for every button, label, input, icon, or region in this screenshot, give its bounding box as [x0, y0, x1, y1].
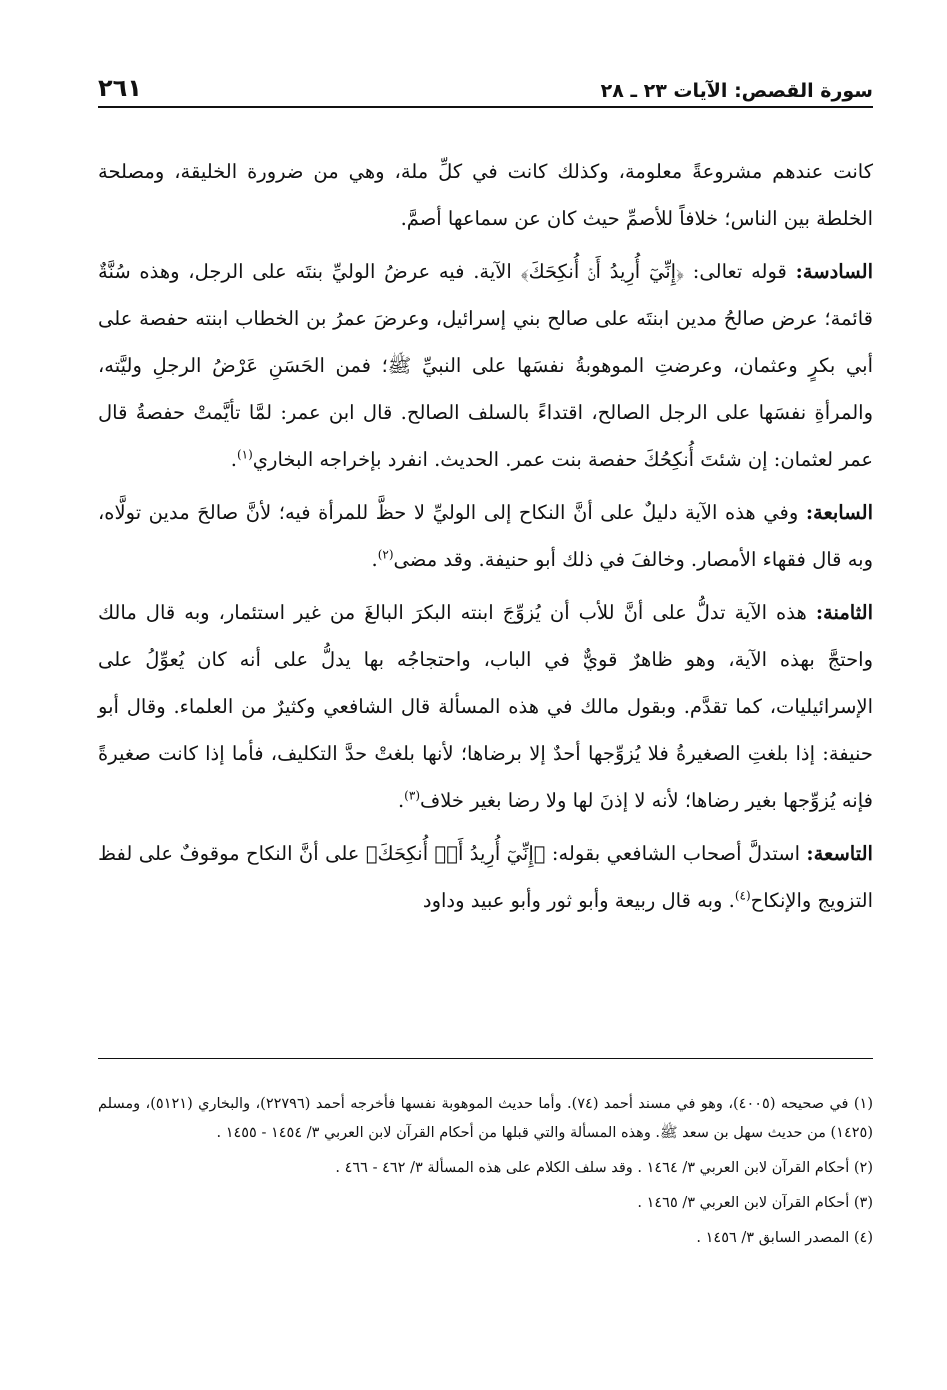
- paragraph-seventh: [98, 489, 873, 583]
- footnote-3: (٣) أحكام القرآن لابن العربي ٣/ ١٤٦٥ .: [637, 1195, 873, 1211]
- paragraph-text: الآية. فيه عرضُ الوليِّ بنتَه على الرجل، وهذه سُنَّةٌ قائمة؛ عرض صالحُ مدين ابنتَه على صالح بني إسرائيل، وعرضَ عمرُ بن الخطاب ابنته حفصة على أبي بكرٍ وعثمان، وعرضتِ الموهوبةُ نفسَها على النبيِّ ﷺ؛ فمن الحَسَنِ عَرْضُ الرجلِ وليَّته، والمرأةِ نفسَها على الرجل الصالح، اقتداءً بالسلف الصالح. قال ابن عمر: لمَّا تأيَّمتْ حفصةُ قال عمر لعثمان: إن شئتَ أُنكِحُكَ حفصة بنت عمر. الحديث. انفرد بإخراجه البخاري: [98, 260, 873, 471]
- quran-quote: ﴿إِنِّيٓ أُرِيدُ أَنۡ أُنكِحَكَ﴾: [365, 842, 546, 865]
- footnote-2: (٢) أحكام القرآن لابن العربي ٣/ ١٤٦٤ . وقد سلف الكلام على هذه المسألة ٣/ ٤٦٢ - ٤٦٦ .: [335, 1160, 873, 1176]
- footnotes: [98, 1090, 873, 1259]
- section-heading-eighth: الثامنة:: [815, 601, 873, 624]
- footnote-4: (٤) المصدر السابق ٣/ ١٤٥٦ .: [696, 1230, 873, 1246]
- paragraph-sixth: [98, 248, 873, 483]
- footnote-separator: [98, 1058, 873, 1059]
- main-text: [98, 148, 873, 930]
- paragraph-text: . وبه قال ربيعة وأبو ثور وأبو عبيد وداود: [422, 889, 735, 912]
- footnote-ref-1[interactable]: (١): [236, 447, 253, 462]
- surah-title: سورة القصص: الآيات ٢٣ ـ ٢٨: [600, 80, 873, 102]
- section-heading-sixth: السادسة:: [795, 260, 873, 283]
- paragraph-text: وفي هذه الآية دليلٌ على أنَّ النكاح إلى الوليِّ لا حظَّ للمرأة فيه؛ لأنَّ صالحَ مدين تولَّاه، وبه قال فقهاء الأمصار. وخالفَ في ذلك أبو حنيفة. وقد مضى: [98, 501, 873, 571]
- paragraph-end: .: [397, 789, 405, 812]
- footnote-ref-3[interactable]: (٣): [404, 788, 420, 803]
- paragraph-intro: كانت عندهم مشروعةً معلومة، وكذلك كانت في كلِّ ملة، وهي من ضرورة الخليقة، ومصلحة الخلطة بين الناس؛ خلافاً للأصمِّ حيث كان عن سماعها أصمَّ.: [98, 160, 873, 230]
- section-heading-ninth: التاسعة:: [806, 842, 873, 865]
- paragraph-ninth: [98, 830, 873, 924]
- quran-quote: ﴿إِنِّيٓ أُرِيدُ أَنۡ أُنكِحَكَ﴾: [520, 260, 685, 283]
- paragraph-text: قوله تعالى:: [684, 260, 796, 283]
- paragraph-end: .: [230, 448, 237, 471]
- running-header: [98, 62, 873, 108]
- page-number: ٢٦١: [98, 74, 142, 102]
- paragraph-eighth: [98, 589, 873, 824]
- paragraph-text: هذه الآية تدلُّ على أنَّ للأب أن يُزوِّجَ ابنته البكرَ البالغَ من غير استئمار، وبه قال مالك واحتجَّ بهذه الآية، وهو ظاهرٌ قويٌّ في الباب، واحتجاجُه بها يدلُّ على أنه كان يُعوِّلُ على الإسرائيليات، كما تقدَّم. وبقول مالك في هذه المسألة قال الشافعي وكثيرٌ من العلماء. وقال أبو حنيفة: إذا بلغتِ الصغيرةُ فلا يُزوِّجها أحدٌ إلا برضاها؛ لأنها بلغتْ حدَّ التكليف، فأما إذا كانت صغيرةً فإنه يُزوِّجها بغير رضاها؛ لأنه لا إذنَ لها ولا رضا بغير خلاف: [98, 601, 873, 812]
- footnote-ref-2[interactable]: (٢): [377, 547, 394, 562]
- paragraph-text: على أنَّ النكاح موقوفٌ على لفظ التزويج والإنكاح: [98, 842, 873, 912]
- footnote-ref-4[interactable]: (٤): [734, 888, 751, 903]
- paragraph-text: استدلَّ أصحاب الشافعي بقوله:: [545, 842, 807, 865]
- paragraph-end: .: [371, 548, 378, 571]
- footnote-1: (١) في صحيحه (٤٠٠٥)، وهو في مسند أحمد (٧٤). وأما حديث الموهوبة نفسها فأخرجه أحمد (٢٢٧٩٦)، والبخاري (٥١٢١)، ومسلم (١٤٢٥) من حديث سهل بن سعد ﷺ. وهذه المسألة والتي قبلها من أحكام القرآن لابن العربي ٣/ ١٤٥٤ - ١٤٥٥ .: [98, 1096, 874, 1141]
- section-heading-seventh: السابعة:: [805, 501, 873, 524]
